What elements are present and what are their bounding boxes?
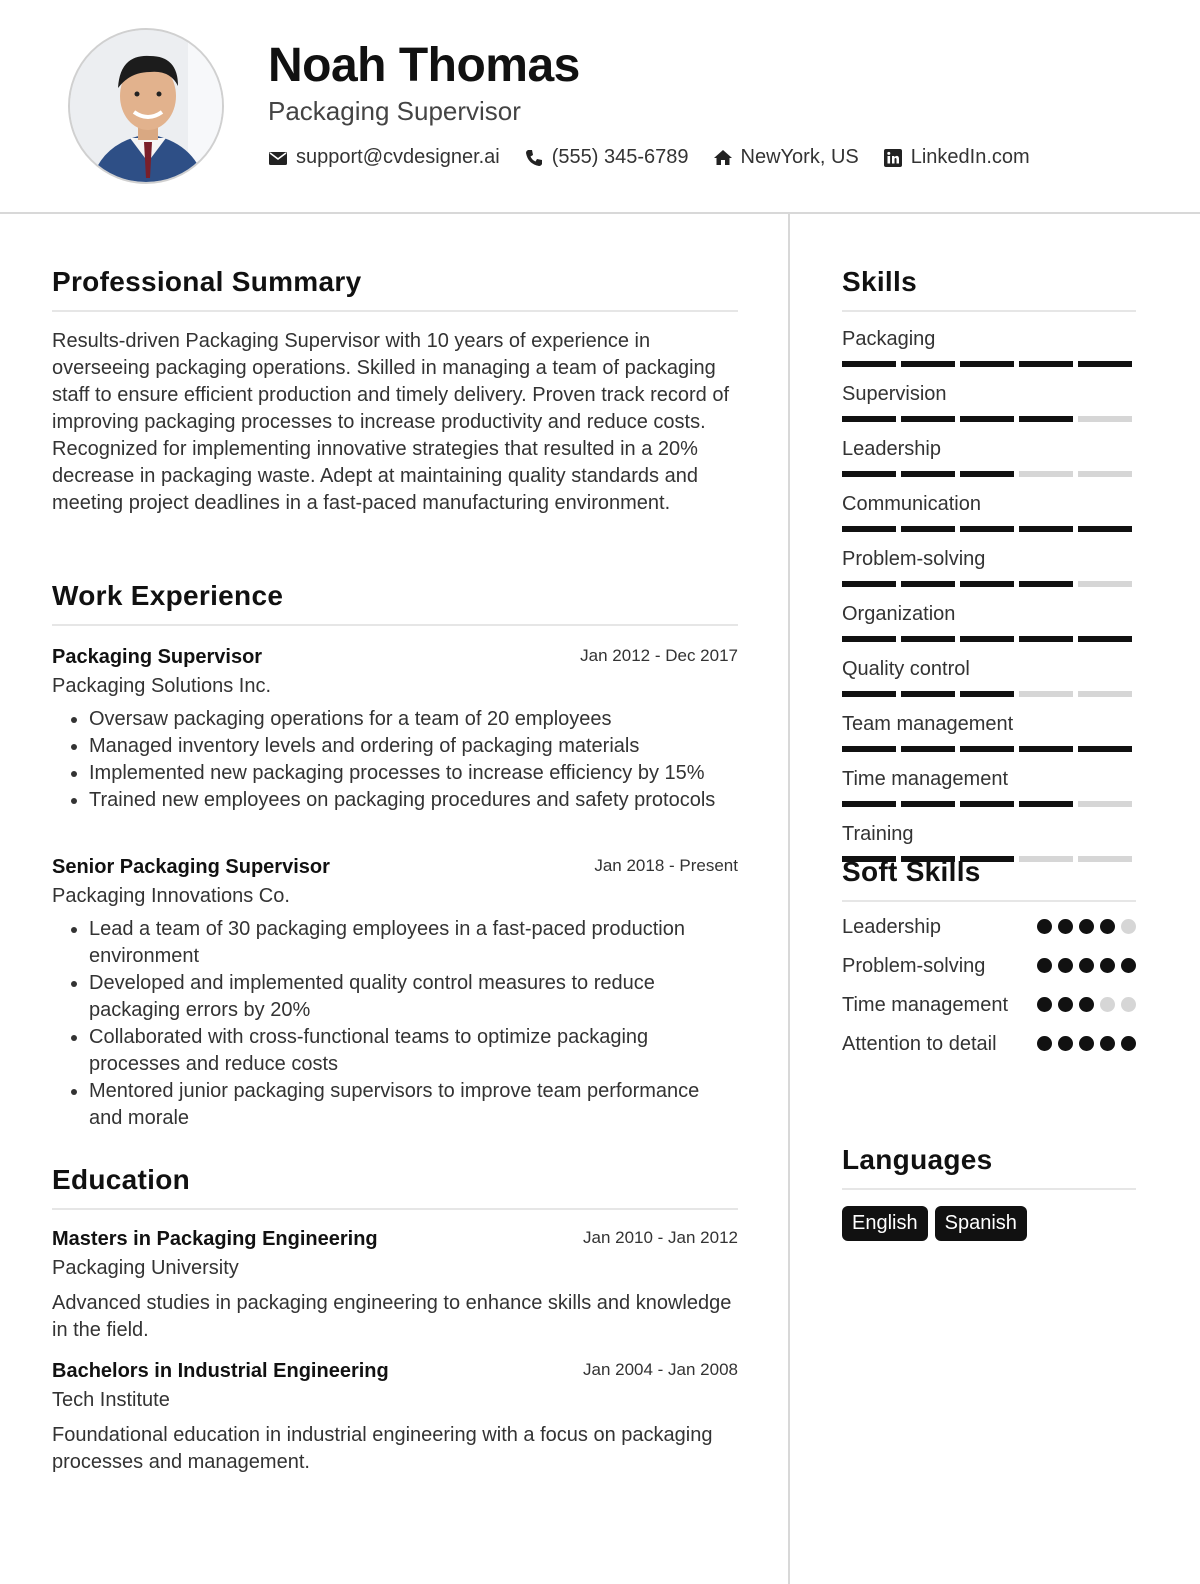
soft-skills-section xyxy=(842,856,1136,1058)
summary-text: Results-driven Packaging Supervisor with 10 years of experience in overseeing packaging operations. Skilled in managing a team of packaging staff to ensure efficient production and timely delivery. Proven track record of improving packaging processes to increase productivity and reduce costs. Recognized for implementing innovative strategies that resulted in a 20% decrease in packaging waste. Adept at maintaining quality standards and meeting project deadlines in a fast-paced manufacturing environment. xyxy=(52,330,730,514)
skill-level-segment xyxy=(842,361,896,367)
contact-email[interactable] xyxy=(268,146,500,169)
skill-level-segment xyxy=(1078,581,1132,587)
skill-level-bar xyxy=(842,691,1136,697)
rating-dot xyxy=(1100,1036,1115,1051)
skill-item xyxy=(842,383,1136,422)
work-experience-section xyxy=(52,580,738,1132)
skill-name: Supervision xyxy=(842,383,947,405)
skill-level-segment xyxy=(960,581,1014,587)
skill-level-segment xyxy=(1078,361,1132,367)
rating-dot xyxy=(1037,919,1052,934)
soft-skill-item xyxy=(842,953,1136,980)
rating-dot xyxy=(1079,997,1094,1012)
skill-level-segment xyxy=(901,581,955,587)
skill-name: Leadership xyxy=(842,438,941,460)
skill-level-segment xyxy=(842,636,896,642)
section-divider xyxy=(842,1188,1136,1190)
skill-item xyxy=(842,438,1136,477)
skill-level-segment xyxy=(842,746,896,752)
job-entry xyxy=(52,646,738,814)
skill-name: Packaging xyxy=(842,328,936,350)
skill-level-segment xyxy=(1078,471,1132,477)
skill-item xyxy=(842,713,1136,752)
linkedin-icon xyxy=(883,148,903,168)
language-badge: Spanish xyxy=(935,1206,1027,1241)
rating-dot xyxy=(1079,958,1094,973)
summary-section xyxy=(52,266,738,517)
skill-level-segment xyxy=(1019,471,1073,477)
skill-level-segment xyxy=(1078,801,1132,807)
skills-list xyxy=(842,328,1136,862)
soft-skill-name: Time management xyxy=(842,994,1008,1016)
work-heading: Work Experience xyxy=(52,580,284,611)
profile-photo xyxy=(68,28,224,184)
skill-level-segment xyxy=(842,471,896,477)
soft-skill-name: Leadership xyxy=(842,916,941,938)
skill-item xyxy=(842,328,1136,367)
languages-heading: Languages xyxy=(842,1144,993,1175)
skill-level-segment xyxy=(1078,636,1132,642)
rating-dot xyxy=(1121,1036,1136,1051)
skill-item xyxy=(842,768,1136,807)
rating-dot xyxy=(1079,1036,1094,1051)
avatar-image xyxy=(70,30,224,184)
skill-level-segment xyxy=(1078,416,1132,422)
skill-level-segment xyxy=(1019,526,1073,532)
summary-heading: Professional Summary xyxy=(52,266,362,297)
rating-dot xyxy=(1121,958,1136,973)
skill-level-segment xyxy=(1019,746,1073,752)
job-bullet: • Implemented new packaging processes to increase efficiency by 15% xyxy=(89,760,738,787)
language-list xyxy=(842,1206,1136,1241)
job-bullet: • Developed and implemented quality control measures to reduce packaging errors by 20% xyxy=(89,970,738,1024)
job-bullet: • Collaborated with cross-functional teams to optimize packaging processes and reduce costs xyxy=(89,1024,738,1078)
education-heading: Education xyxy=(52,1164,191,1195)
skill-level-segment xyxy=(901,746,955,752)
rating-dot xyxy=(1058,958,1073,973)
home-icon xyxy=(713,148,733,168)
skill-item xyxy=(842,493,1136,532)
job-bullet: • Trained new employees on packaging procedures and safety protocols xyxy=(89,787,738,814)
soft-skill-name: Attention to detail xyxy=(842,1033,997,1055)
soft-skills-list xyxy=(842,914,1136,1058)
skill-level-segment xyxy=(960,746,1014,752)
skill-item xyxy=(842,548,1136,587)
job-title: Senior Packaging Supervisor xyxy=(52,856,330,878)
skill-level-segment xyxy=(1019,581,1073,587)
skill-level-segment xyxy=(901,801,955,807)
skill-level-bar xyxy=(842,361,1136,367)
skill-level-segment xyxy=(960,636,1014,642)
envelope-icon xyxy=(268,148,288,168)
soft-skill-rating xyxy=(1037,914,1136,941)
soft-skill-item xyxy=(842,992,1136,1019)
contact-location-text: NewYork, US xyxy=(740,146,859,168)
rating-dot xyxy=(1058,1036,1073,1051)
skill-level-segment xyxy=(842,691,896,697)
column-divider xyxy=(788,214,790,1584)
rating-dot xyxy=(1037,1036,1052,1051)
section-divider xyxy=(52,1208,738,1210)
soft-skill-rating xyxy=(1037,992,1136,1019)
job-company: Packaging Innovations Co. xyxy=(52,885,290,907)
degree-title: Bachelors in Industrial Engineering xyxy=(52,1360,389,1382)
job-dates: Jan 2012 - Dec 2017 xyxy=(580,646,738,665)
skill-level-segment xyxy=(1019,691,1073,697)
rating-dot xyxy=(1100,958,1115,973)
soft-skill-rating xyxy=(1037,953,1136,980)
skill-level-segment xyxy=(1019,801,1073,807)
contact-phone-text: (555) 345-6789 xyxy=(551,146,689,168)
skill-level-segment xyxy=(1078,746,1132,752)
job-company: Packaging Solutions Inc. xyxy=(52,675,272,697)
skill-level-segment xyxy=(1019,636,1073,642)
rating-dot xyxy=(1037,997,1052,1012)
skill-level-segment xyxy=(901,526,955,532)
skill-name: Problem-solving xyxy=(842,548,986,570)
skill-level-segment xyxy=(842,801,896,807)
job-entry xyxy=(52,856,738,1132)
education-description: Advanced studies in packaging engineering to enhance skills and knowledge in the field. xyxy=(52,1292,732,1341)
skill-level-segment xyxy=(901,361,955,367)
rating-dot xyxy=(1100,997,1115,1012)
skill-level-segment xyxy=(960,691,1014,697)
education-description: Foundational education in industrial engineering with a focus on packaging processes and management. xyxy=(52,1424,713,1473)
soft-skill-item xyxy=(842,1031,1136,1058)
skills-heading: Skills xyxy=(842,266,917,297)
skill-item xyxy=(842,603,1136,642)
rating-dot xyxy=(1121,919,1136,934)
job-bullet: • Lead a team of 30 packaging employees in a fast-paced production environment xyxy=(89,916,738,970)
phone-icon xyxy=(524,148,544,168)
skill-level-segment xyxy=(842,416,896,422)
skill-level-segment xyxy=(901,471,955,477)
section-divider xyxy=(52,310,738,312)
job-bullets xyxy=(52,916,738,1132)
education-entry xyxy=(52,1360,738,1476)
skill-level-segment xyxy=(960,361,1014,367)
contact-phone[interactable] xyxy=(524,146,689,169)
education-entry xyxy=(52,1228,738,1344)
contact-bar xyxy=(268,146,1054,169)
skill-level-bar xyxy=(842,416,1136,422)
education-dates: Jan 2004 - Jan 2008 xyxy=(582,1360,738,1379)
contact-email-text: support@cvdesigner.ai xyxy=(296,146,500,168)
skill-name: Team management xyxy=(842,713,1014,735)
skill-level-segment xyxy=(1078,691,1132,697)
languages-section xyxy=(842,1144,1136,1241)
skill-name: Communication xyxy=(842,493,981,515)
skill-name: Quality control xyxy=(842,658,970,680)
skill-level-segment xyxy=(901,416,955,422)
skill-level-segment xyxy=(960,801,1014,807)
skill-level-segment xyxy=(842,581,896,587)
rating-dot xyxy=(1100,919,1115,934)
education-section xyxy=(52,1164,738,1476)
job-dates: Jan 2018 - Present xyxy=(594,856,738,875)
skill-level-bar xyxy=(842,526,1136,532)
job-bullet: • Managed inventory levels and ordering of packaging materials xyxy=(89,733,738,760)
school-name: Packaging University xyxy=(52,1257,239,1279)
skill-level-segment xyxy=(1019,361,1073,367)
skills-section xyxy=(842,266,1136,862)
rating-dot xyxy=(1058,919,1073,934)
soft-skill-rating xyxy=(1037,1031,1136,1058)
skill-level-segment xyxy=(960,471,1014,477)
candidate-name: Noah Thomas xyxy=(268,39,580,92)
skill-level-segment xyxy=(901,636,955,642)
skill-level-segment xyxy=(842,526,896,532)
resume-header xyxy=(0,0,1200,214)
soft-skill-item xyxy=(842,914,1136,941)
rating-dot xyxy=(1037,958,1052,973)
skill-level-segment xyxy=(960,416,1014,422)
skill-level-bar xyxy=(842,746,1136,752)
skill-name: Time management xyxy=(842,768,1008,790)
job-bullets xyxy=(52,706,738,814)
rating-dot xyxy=(1079,919,1094,934)
candidate-title: Packaging Supervisor xyxy=(268,96,521,126)
skill-level-segment xyxy=(1078,526,1132,532)
job-title: Packaging Supervisor xyxy=(52,646,263,668)
job-bullet: • Mentored junior packaging supervisors to improve team performance and morale xyxy=(89,1078,738,1132)
skill-level-segment xyxy=(901,691,955,697)
job-bullet: • Oversaw packaging operations for a team of 20 employees xyxy=(89,706,738,733)
soft-skills-heading: Soft Skills xyxy=(842,856,981,887)
contact-location xyxy=(713,146,859,169)
skill-level-segment xyxy=(1019,416,1073,422)
contact-linkedin-text: LinkedIn.com xyxy=(910,146,1030,168)
skill-name: Training xyxy=(842,823,914,845)
skill-level-bar xyxy=(842,801,1136,807)
skill-level-bar xyxy=(842,471,1136,477)
skill-name: Organization xyxy=(842,603,956,625)
contact-linkedin[interactable] xyxy=(883,146,1030,169)
school-name: Tech Institute xyxy=(52,1389,170,1411)
skill-level-bar xyxy=(842,581,1136,587)
skill-level-segment xyxy=(960,526,1014,532)
language-badge: English xyxy=(842,1206,928,1241)
section-divider xyxy=(842,900,1136,902)
education-dates: Jan 2010 - Jan 2012 xyxy=(582,1228,738,1247)
soft-skill-name: Problem-solving xyxy=(842,955,986,977)
section-divider xyxy=(52,624,738,626)
section-divider xyxy=(842,310,1136,312)
skill-level-bar xyxy=(842,636,1136,642)
degree-title: Masters in Packaging Engineering xyxy=(52,1228,378,1250)
skill-item xyxy=(842,658,1136,697)
rating-dot xyxy=(1058,997,1073,1012)
rating-dot xyxy=(1121,997,1136,1012)
